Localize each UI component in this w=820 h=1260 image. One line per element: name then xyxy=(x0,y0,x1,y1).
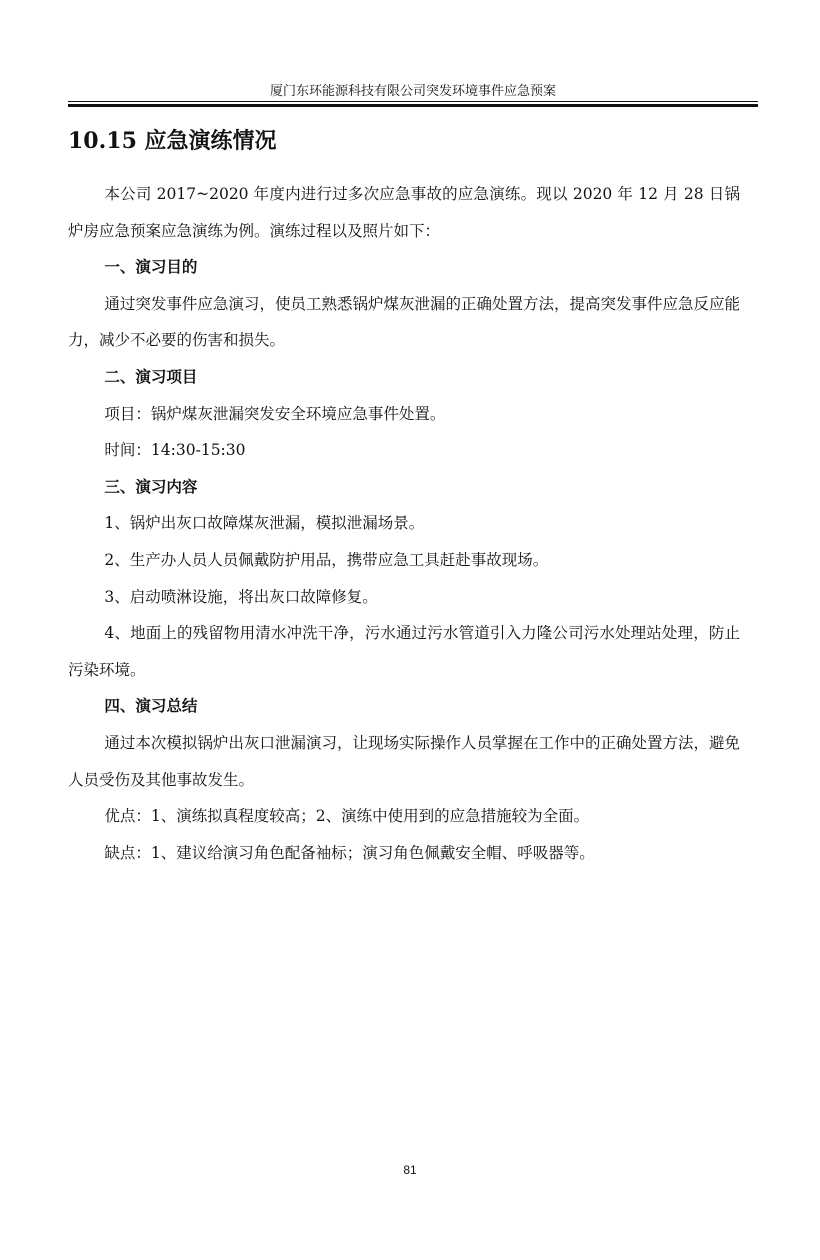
header-rule-thin xyxy=(68,101,758,102)
heading-drill-project: 二、演习项目 xyxy=(104,366,198,386)
heading-drill-content: 三、演习内容 xyxy=(104,476,198,496)
intro-paragraph: 本公司 2017~2020 年度内进行过多次应急事故的应急演练。现以 2020 年 12 月 28 日锅炉房应急预案应急演练为例。演练过程以及照片如下： xyxy=(68,185,740,240)
header-rule-thick xyxy=(68,104,758,107)
heading-drill-purpose: 一、演习目的 xyxy=(104,257,198,277)
advantages-line: 优点：1、演练拟真程度较高；2、演练中使用到的应急措施较为全面。 xyxy=(104,807,590,826)
content-item-2: 2、生产办人员人员佩戴防护用品，携带应急工具赶赴事故现场。 xyxy=(104,550,549,569)
content-item-1: 1、锅炉出灰口故障煤灰泄漏，模拟泄漏场景。 xyxy=(104,514,425,533)
time-line: 时间：14:30-15:30 xyxy=(104,441,246,460)
section-title: 10.15 应急演练情况 xyxy=(68,128,277,154)
document-body xyxy=(68,176,740,871)
content-item-3: 3、启动喷淋设施，将出灰口故障修复。 xyxy=(104,587,378,606)
summary-paragraph: 通过本次模拟锅炉出灰口泄漏演习，让现场实际操作人员掌握在工作中的正确处置方法，避免人员受伤及其他事故发生。 xyxy=(68,733,740,789)
project-line: 项目：锅炉煤灰泄漏突发安全环境应急事件处置。 xyxy=(104,404,446,423)
purpose-paragraph: 通过突发事件应急演习，使员工熟悉锅炉煤灰泄漏的正确处置方法，提高突发事件应急反应能力，减少不必要的伤害和损失。 xyxy=(68,294,740,350)
shortcomings-line: 缺点：1、建议给演习角色配备袖标；演习角色佩戴安全帽、呼吸器等。 xyxy=(104,843,595,862)
heading-drill-summary: 四、演习总结 xyxy=(104,696,198,716)
content-item-4: 4、地面上的残留物用清水冲洗干净，污水通过污水管道引入力隆公司污水处理站处理，防止污染环境。 xyxy=(68,624,740,679)
page-number: 81 xyxy=(403,1163,417,1177)
header-title: 厦门东环能源科技有限公司突发环境事件应急预案 xyxy=(269,84,556,99)
